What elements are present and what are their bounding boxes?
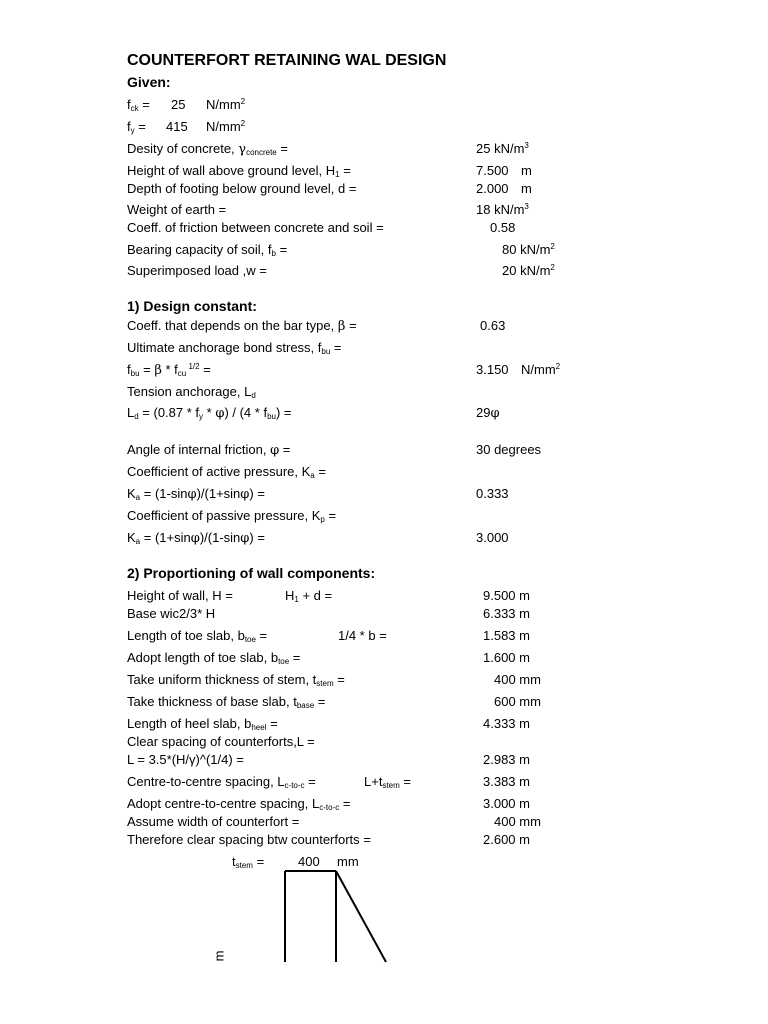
phi-value: 30 degrees [476, 442, 542, 457]
page-title: COUNTERFORT RETAINING WAL DESIGN [127, 52, 447, 69]
heel-length-label: Length of heel slab, $b_{heel}$ = [127, 716, 278, 732]
depth-footing-unit: m [521, 181, 532, 196]
toe-adopt-value: 1.600 m [483, 650, 530, 665]
base-width-label: Base wic2/3* H [127, 606, 216, 621]
bearing-label: Bearing capacity of soil, $f_b$ = [127, 242, 288, 258]
bearing-value: 80 $kN/m^2$ [502, 242, 555, 257]
sketch-side-label: m [211, 950, 227, 962]
density-label: Desity of concrete, $\gamma_{concrete}$ = [127, 141, 288, 157]
sketch-tstem-value: 400 [298, 854, 320, 869]
clear-spacing-btw-label: Therefore clear spacing btw counterforts = [127, 832, 371, 847]
counterfort-width-label: Assume width of counterfort = [127, 814, 300, 829]
stem-thickness-label: Take uniform thickness of stem, $t_{stem}$ = [127, 672, 345, 688]
weight-earth-value: 18 $kN/m^3$ [476, 202, 529, 217]
fck-label: $f_{ck}$ = [127, 97, 150, 113]
height-above-value: 7.500 [476, 163, 509, 178]
ctc-spacing-formula: $L+t_{stem}$ = [364, 774, 411, 790]
counterfort-slope [336, 871, 386, 962]
wall-height-formula: $H_1 + d$ = [285, 588, 333, 604]
ld-value: 29φ [476, 405, 500, 421]
ctc-spacing-value: 3.383 m [483, 774, 530, 789]
beta-label: Coeff. that depends on the bar type, β = [127, 318, 357, 334]
friction-label: Coeff. of friction between concrete and soil = [127, 220, 384, 235]
kp-label: Coefficient of passive pressure, $K_p$ = [127, 508, 337, 524]
height-above-label: Height of wall above ground level, $H_1$ = [127, 163, 351, 179]
depth-footing-value: 2.000 [476, 181, 509, 196]
kp-equation: $K_a = (1+\sin\varphi)/(1-\sin\varphi)$ = [127, 530, 265, 546]
kp-value: 3.000 [476, 530, 509, 545]
tension-anchorage-label: Tension anchorage, $L_d$ [127, 384, 256, 400]
superimposed-label: Superimposed load ,w = [127, 263, 267, 278]
sketch-tstem-label: $t_{stem}$ = [232, 854, 265, 870]
weight-earth-label: Weight of earth = [127, 202, 227, 217]
ka-equation: $K_a = (1-\sin\varphi)/(1+\sin\varphi)$ = [127, 486, 265, 502]
section-heading-given: Given: [127, 74, 171, 90]
toe-length-formula: 1/4 * b = [338, 628, 387, 643]
fy-label: $f_y$ = [127, 119, 146, 135]
ctc-spacing-label: Centre-to-centre spacing, $L_{c-to-c}$ = [127, 774, 316, 790]
section-heading-proportioning: 2) Proportioning of wall components: [127, 565, 376, 581]
base-width-value: 6.333 m [483, 606, 530, 621]
ka-label: Coefficient of active pressure, $K_a$ = [127, 464, 326, 480]
density-value: 25 $kN/m^3$ [476, 141, 529, 156]
section-heading-design-constant: 1) Design constant: [127, 298, 257, 314]
fbu-equation: $f_{bu} = \beta * f_{cu}$ $^{1/2}$ = [127, 362, 211, 378]
wall-height-label: Height of wall, H = [127, 588, 233, 603]
clear-spacing-btw-value: 2.600 m [483, 832, 530, 847]
fbu-value: 3.150 [476, 362, 509, 377]
base-thickness-value: 600 mm [494, 694, 541, 709]
ld-equation: $L_d = (0.87 * f_y * \varphi) / (4 * f_{bu})$ = [127, 405, 292, 421]
ctc-adopt-value: 3.000 m [483, 796, 530, 811]
heel-length-value: 4.333 m [483, 716, 530, 731]
counterfort-width-value: 400 mm [494, 814, 541, 829]
clear-spacing-value: 2.983 m [483, 752, 530, 767]
superimposed-value: 20 $kN/m^2$ [502, 263, 555, 278]
fbu-unit: $N/mm^2$ [521, 362, 561, 377]
clear-spacing-label: Clear spacing of counterforts,L = [127, 734, 315, 749]
depth-footing-label: Depth of footing below ground level, d = [127, 181, 357, 196]
toe-length-value: 1.583 m [483, 628, 530, 643]
friction-value: 0.58 [490, 220, 516, 235]
wall-height-value: 9.500 m [483, 588, 530, 603]
toe-adopt-label: Adopt length of toe slab, $b_{toe}$ = [127, 650, 301, 666]
ctc-adopt-label: Adopt centre-to-centre spacing, $L_{c-to-c}$ = [127, 796, 351, 812]
toe-length-label: Length of toe slab, $b_{toe}$ = [127, 628, 268, 644]
clear-spacing-equation: L = 3.5*(H/γ)^(1/4) = [127, 752, 244, 767]
fy-unit: $N/mm^2$ [206, 119, 246, 134]
fy-value: 415 [166, 119, 188, 134]
bond-stress-label: Ultimate anchorage bond stress, $f_{bu}$ = [127, 340, 342, 356]
ka-value: 0.333 [476, 486, 509, 501]
fck-unit: $N/mm^2$ [206, 97, 246, 112]
sketch-tstem-unit: mm [337, 854, 359, 869]
stem-thickness-value: 400 mm [494, 672, 541, 687]
phi-label: Angle of internal friction, φ = [127, 442, 291, 458]
height-above-unit: m [521, 163, 532, 178]
fck-value: 25 [171, 97, 186, 112]
beta-value: 0.63 [480, 318, 506, 333]
base-thickness-label: Take thickness of base slab, $t_{base}$ = [127, 694, 326, 710]
